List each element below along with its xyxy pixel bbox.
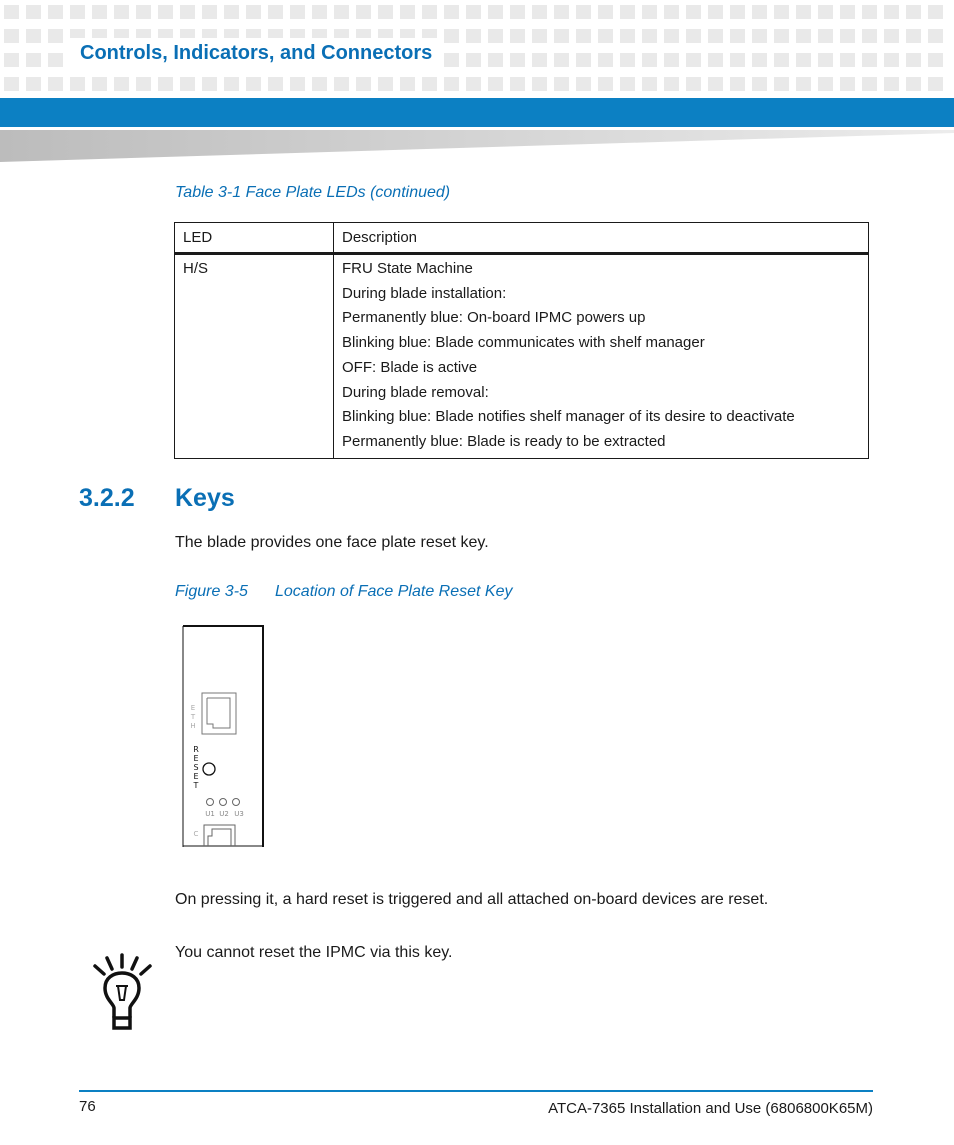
header-grid-square	[48, 53, 63, 67]
header-grid-square	[48, 77, 63, 91]
header-grid-square	[180, 77, 195, 91]
header-grid-square	[642, 29, 657, 43]
header-grid-square	[136, 77, 151, 91]
header-grid-square	[532, 53, 547, 67]
header-bar	[0, 98, 954, 127]
header-grid-square	[862, 77, 877, 91]
header-grid-square	[774, 77, 789, 91]
reset-label: E	[193, 772, 199, 781]
header-grid-square	[48, 29, 63, 43]
header-grid-square	[92, 77, 107, 91]
led-u1-label: U1	[205, 810, 215, 818]
column-header-description: Description	[334, 223, 869, 254]
header-grid-square	[818, 5, 833, 19]
header-grid-square	[620, 53, 635, 67]
led-u2-icon	[220, 799, 227, 806]
header-grid-square	[796, 77, 811, 91]
header-grid-square	[422, 77, 437, 91]
description-line: OFF: Blade is active	[342, 358, 478, 376]
header-grid-square	[796, 5, 811, 19]
header-grid-square	[70, 77, 85, 91]
header-grid-square	[708, 77, 723, 91]
header-grid-square	[598, 29, 613, 43]
document-reference: ATCA-7365 Installation and Use (6806800K65M)	[548, 1100, 873, 1117]
header-grid-square	[4, 5, 19, 19]
c-label: C	[193, 830, 199, 838]
header-grid-square	[466, 29, 481, 43]
led-u2-label: U2	[219, 810, 229, 818]
header-grid-square	[114, 5, 129, 19]
header-grid-square	[334, 77, 349, 91]
description-cell	[334, 254, 869, 459]
header-grid-square	[928, 5, 943, 19]
header-grid-square	[752, 77, 767, 91]
led-u3-label: U3	[234, 810, 244, 818]
reset-key-icon	[203, 763, 215, 775]
header-grid-square	[26, 29, 41, 43]
header-grid-square	[818, 53, 833, 67]
section-title: Keys	[175, 484, 235, 512]
figure-label: Figure 3-5	[175, 583, 248, 600]
header-grid-square	[4, 77, 19, 91]
header-grid-square	[774, 5, 789, 19]
header-grid-square	[576, 53, 591, 67]
face-plate-diagram	[180, 624, 266, 850]
column-header-led: LED	[175, 223, 334, 254]
header-grid-square	[532, 29, 547, 43]
header-grid-square	[620, 5, 635, 19]
figure-caption	[175, 583, 513, 601]
header-grid-square	[180, 5, 195, 19]
description-line: Permanently blue: On-board IPMC powers up	[342, 309, 646, 327]
header-grid-square	[730, 77, 745, 91]
header-grid-square	[752, 29, 767, 43]
header-grid-square	[752, 53, 767, 67]
header-grid-square	[796, 53, 811, 67]
header-grid-square	[290, 5, 305, 19]
header-grid-square	[444, 53, 459, 67]
description-line: Blinking blue: Blade communicates with shelf manager	[342, 334, 705, 352]
header-grid-square	[708, 29, 723, 43]
reset-label: T	[193, 781, 199, 790]
header-grid-square	[444, 77, 459, 91]
description-line: During blade removal:	[342, 383, 489, 401]
header-grid-square	[136, 5, 151, 19]
header-grid-square	[708, 53, 723, 67]
header-grid-square	[400, 77, 415, 91]
reset-paragraph: On pressing it, a hard reset is triggered and all attached on-board devices are reset.	[175, 891, 769, 908]
header-grid-square	[268, 5, 283, 19]
header-grid-square	[708, 5, 723, 19]
header-grid-square	[884, 77, 899, 91]
header-grid-square	[840, 5, 855, 19]
header-grid-square	[862, 5, 877, 19]
header-grid-square	[312, 5, 327, 19]
header-grid-square	[884, 29, 899, 43]
header-grid-square	[928, 53, 943, 67]
header-grid-square	[598, 77, 613, 91]
description-line: During blade installation:	[342, 284, 507, 302]
header-grid-square	[510, 29, 525, 43]
page-number: 76	[79, 1098, 96, 1115]
header-grid-square	[400, 5, 415, 19]
header-grid-square	[686, 5, 701, 19]
header-grid-square	[620, 77, 635, 91]
header-grid-square	[488, 29, 503, 43]
header-grid-square	[158, 77, 173, 91]
header-grid-square	[730, 5, 745, 19]
header-grid-square	[774, 29, 789, 43]
led-u3-icon	[233, 799, 240, 806]
header-grid-square	[510, 53, 525, 67]
header-grid-square	[598, 5, 613, 19]
header-grid-square	[686, 77, 701, 91]
header-grid-square	[620, 29, 635, 43]
header-grid-square	[466, 53, 481, 67]
console-port-icon	[204, 825, 235, 846]
header-grid-square	[444, 5, 459, 19]
header-grid-square	[554, 5, 569, 19]
header-grid-square	[334, 5, 349, 19]
header-grid-square	[906, 53, 921, 67]
header-grid-square	[532, 77, 547, 91]
header-grid-square	[48, 5, 63, 19]
lightbulb-icon	[92, 952, 156, 1034]
header-grid-square	[576, 29, 591, 43]
table-header-row	[175, 223, 869, 254]
header-grid-square	[928, 29, 943, 43]
header-grid-square	[246, 5, 261, 19]
chapter-title: Controls, Indicators, and Connectors	[70, 38, 442, 68]
header-grid-square	[378, 5, 393, 19]
description-line: FRU State Machine	[342, 260, 473, 277]
figure-title: Location of Face Plate Reset Key	[275, 583, 513, 600]
header-grid-square	[26, 5, 41, 19]
header-grid-square	[4, 29, 19, 43]
header-grid-square	[642, 77, 657, 91]
description-line: Permanently blue: Blade is ready to be extracted	[342, 432, 666, 450]
header-grid-square	[686, 53, 701, 67]
header-grid-square	[664, 53, 679, 67]
header-grid-square	[356, 77, 371, 91]
header-grid-square	[510, 5, 525, 19]
header-wedge	[0, 130, 954, 164]
header-grid-square	[598, 53, 613, 67]
footer-rule	[79, 1090, 873, 1092]
table-row	[175, 254, 869, 459]
header-grid-square	[290, 77, 305, 91]
header-grid-square	[488, 5, 503, 19]
header-grid-square	[884, 5, 899, 19]
header-grid-square	[730, 53, 745, 67]
led-u1-icon	[207, 799, 214, 806]
header-grid-square	[224, 77, 239, 91]
header-grid-square	[818, 29, 833, 43]
header-grid-square	[202, 5, 217, 19]
header-grid-square	[840, 53, 855, 67]
header-grid-square	[488, 53, 503, 67]
header-grid-square	[752, 5, 767, 19]
table-caption: Table 3-1 Face Plate LEDs (continued)	[175, 184, 451, 201]
header-grid-square	[70, 5, 85, 19]
eth-label: H	[190, 722, 196, 730]
header-grid-square	[26, 53, 41, 67]
header-grid-square	[26, 77, 41, 91]
header-grid-square	[818, 77, 833, 91]
header-grid-square	[378, 77, 393, 91]
header-grid-square	[158, 5, 173, 19]
section-number: 3.2.2	[79, 484, 135, 512]
header-grid-square	[906, 29, 921, 43]
header-grid-square	[664, 77, 679, 91]
eth-label: T	[190, 713, 196, 721]
header-grid-square	[202, 77, 217, 91]
header-grid-square	[554, 29, 569, 43]
header-grid-square	[840, 29, 855, 43]
header-grid-square	[422, 5, 437, 19]
header-grid-square	[312, 77, 327, 91]
header-grid-square	[642, 5, 657, 19]
header-grid-square	[664, 5, 679, 19]
header-grid-square	[730, 29, 745, 43]
header-grid-square	[862, 29, 877, 43]
header-grid-square	[268, 77, 283, 91]
header-grid-square	[796, 29, 811, 43]
header-grid-square	[642, 53, 657, 67]
header-grid-square	[4, 53, 19, 67]
header-grid-square	[862, 53, 877, 67]
header-grid-square	[224, 5, 239, 19]
header-grid-square	[774, 53, 789, 67]
header-grid-square	[840, 77, 855, 91]
header-grid-square	[466, 5, 481, 19]
header-grid-square	[664, 29, 679, 43]
header-grid-square	[246, 77, 261, 91]
eth-port-icon	[202, 693, 236, 734]
led-cell: H/S	[175, 254, 334, 459]
header-grid-square	[576, 5, 591, 19]
header-grid-square	[466, 77, 481, 91]
header-grid-square	[356, 5, 371, 19]
header-grid-square	[444, 29, 459, 43]
header-grid-square	[532, 5, 547, 19]
intro-paragraph: The blade provides one face plate reset key.	[175, 534, 489, 551]
eth-label: E	[190, 704, 196, 712]
header-grid-square	[686, 29, 701, 43]
header-grid-square	[576, 77, 591, 91]
header-grid-square	[114, 77, 129, 91]
header-grid-square	[928, 77, 943, 91]
reset-label: R	[193, 745, 199, 754]
header-grid-square	[92, 5, 107, 19]
header-grid-square	[554, 53, 569, 67]
reset-label: S	[193, 763, 199, 772]
reset-label: E	[193, 754, 199, 763]
note-text: You cannot reset the IPMC via this key.	[175, 944, 453, 961]
header-grid-square	[906, 5, 921, 19]
header-grid-square	[554, 77, 569, 91]
header-grid-square	[510, 77, 525, 91]
header-grid-square	[884, 53, 899, 67]
description-line: Blinking blue: Blade notifies shelf manager of its desire to deactivate	[342, 408, 795, 426]
header-grid-square	[906, 77, 921, 91]
header-grid-square	[488, 77, 503, 91]
face-plate-led-table	[174, 222, 869, 459]
